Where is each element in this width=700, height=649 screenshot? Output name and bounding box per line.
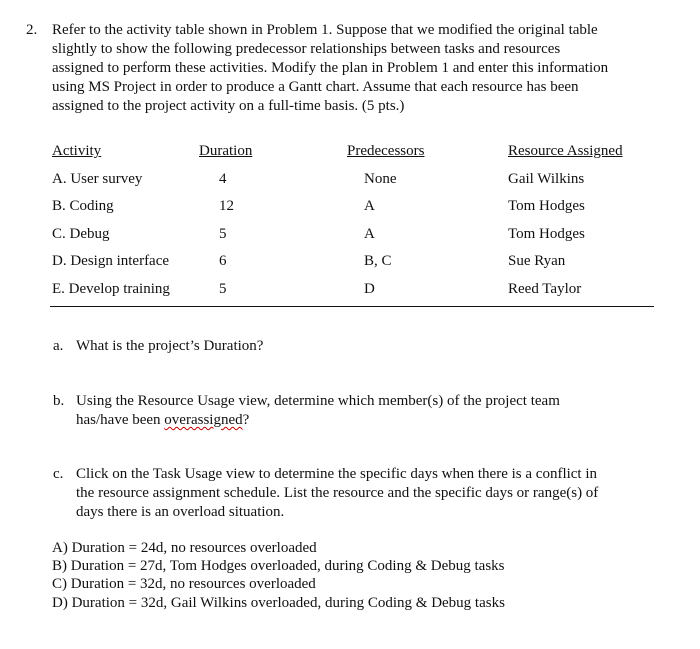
subquestion-c-line: days there is an overload situation. [76, 504, 285, 520]
cell-activity: E. Develop training [52, 281, 170, 297]
subquestion-c-letter: c. [53, 466, 64, 482]
cell-resource: Reed Taylor [508, 281, 582, 297]
cell-predecessors: A [364, 198, 375, 214]
cell-duration: 5 [219, 281, 227, 297]
cell-duration: 6 [219, 253, 227, 269]
cell-predecessors: None [364, 171, 397, 187]
subquestion-a-text: What is the project’s Duration? [76, 338, 264, 354]
cell-predecessors: B, C [364, 253, 392, 269]
cell-activity: D. Design interface [52, 253, 170, 269]
answer-choice-d[interactable]: D) Duration = 32d, Gail Wilkins overloaded, during Coding & Debug tasks [52, 595, 505, 611]
subquestion-b-letter: b. [53, 393, 65, 409]
column-header-predecessors: Predecessors [347, 143, 425, 159]
question-line: slightly to show the following predecessor relationships between tasks and resources [52, 41, 561, 57]
cell-predecessors: D [364, 281, 375, 297]
cell-resource: Tom Hodges [508, 198, 585, 214]
cell-activity: B. Coding [52, 198, 114, 214]
cell-predecessors: A [364, 226, 375, 242]
column-header-duration: Duration [199, 143, 253, 159]
subquestion-c-line: the resource assignment schedule. List the resource and the specific days or range(s) of [76, 485, 599, 501]
subquestion-c-line: Click on the Task Usage view to determine the specific days when there is a conflict in [76, 466, 598, 482]
question-number: 2. [26, 22, 38, 38]
question-text [52, 21, 662, 116]
subquestion-b-line-prefix: has/have been [76, 412, 165, 428]
question-line: Refer to the activity table shown in Problem 1. Suppose that we modified the original table [52, 22, 598, 38]
question-line: assigned to the project activity on a full-time basis. (5 pts.) [52, 98, 405, 114]
spellcheck-flagged-word: overassigned [164, 412, 243, 428]
question-line: using MS Project in order to produce a Gantt chart. Assume that each resource has been [52, 79, 579, 95]
subquestion-b-line: Using the Resource Usage view, determine which member(s) of the project team [76, 393, 560, 409]
subquestion-b-text [76, 392, 656, 430]
question-line: assigned to perform these activities. Modify the plan in Problem 1 and enter this information [52, 60, 609, 76]
column-header-activity: Activity [52, 143, 102, 159]
column-header-resource: Resource Assigned [508, 143, 623, 159]
answer-choice-a[interactable]: A) Duration = 24d, no resources overloaded [52, 540, 317, 556]
cell-resource: Tom Hodges [508, 226, 585, 242]
cell-resource: Gail Wilkins [508, 171, 585, 187]
answer-choice-c[interactable]: C) Duration = 32d, no resources overloaded [52, 576, 316, 592]
subquestion-b-line [76, 411, 656, 430]
cell-activity: C. Debug [52, 226, 110, 242]
table-bottom-rule [50, 306, 654, 307]
subquestion-b-line-suffix: ? [242, 412, 250, 428]
answer-choice-b[interactable]: B) Duration = 27d, Tom Hodges overloaded, during Coding & Debug tasks [52, 558, 505, 574]
subquestion-c-text [76, 465, 656, 522]
cell-duration: 4 [219, 171, 227, 187]
cell-resource: Sue Ryan [508, 253, 566, 269]
cell-duration: 5 [219, 226, 227, 242]
subquestion-a-letter: a. [53, 338, 64, 354]
cell-activity: A. User survey [52, 171, 143, 187]
cell-duration: 12 [219, 198, 234, 214]
